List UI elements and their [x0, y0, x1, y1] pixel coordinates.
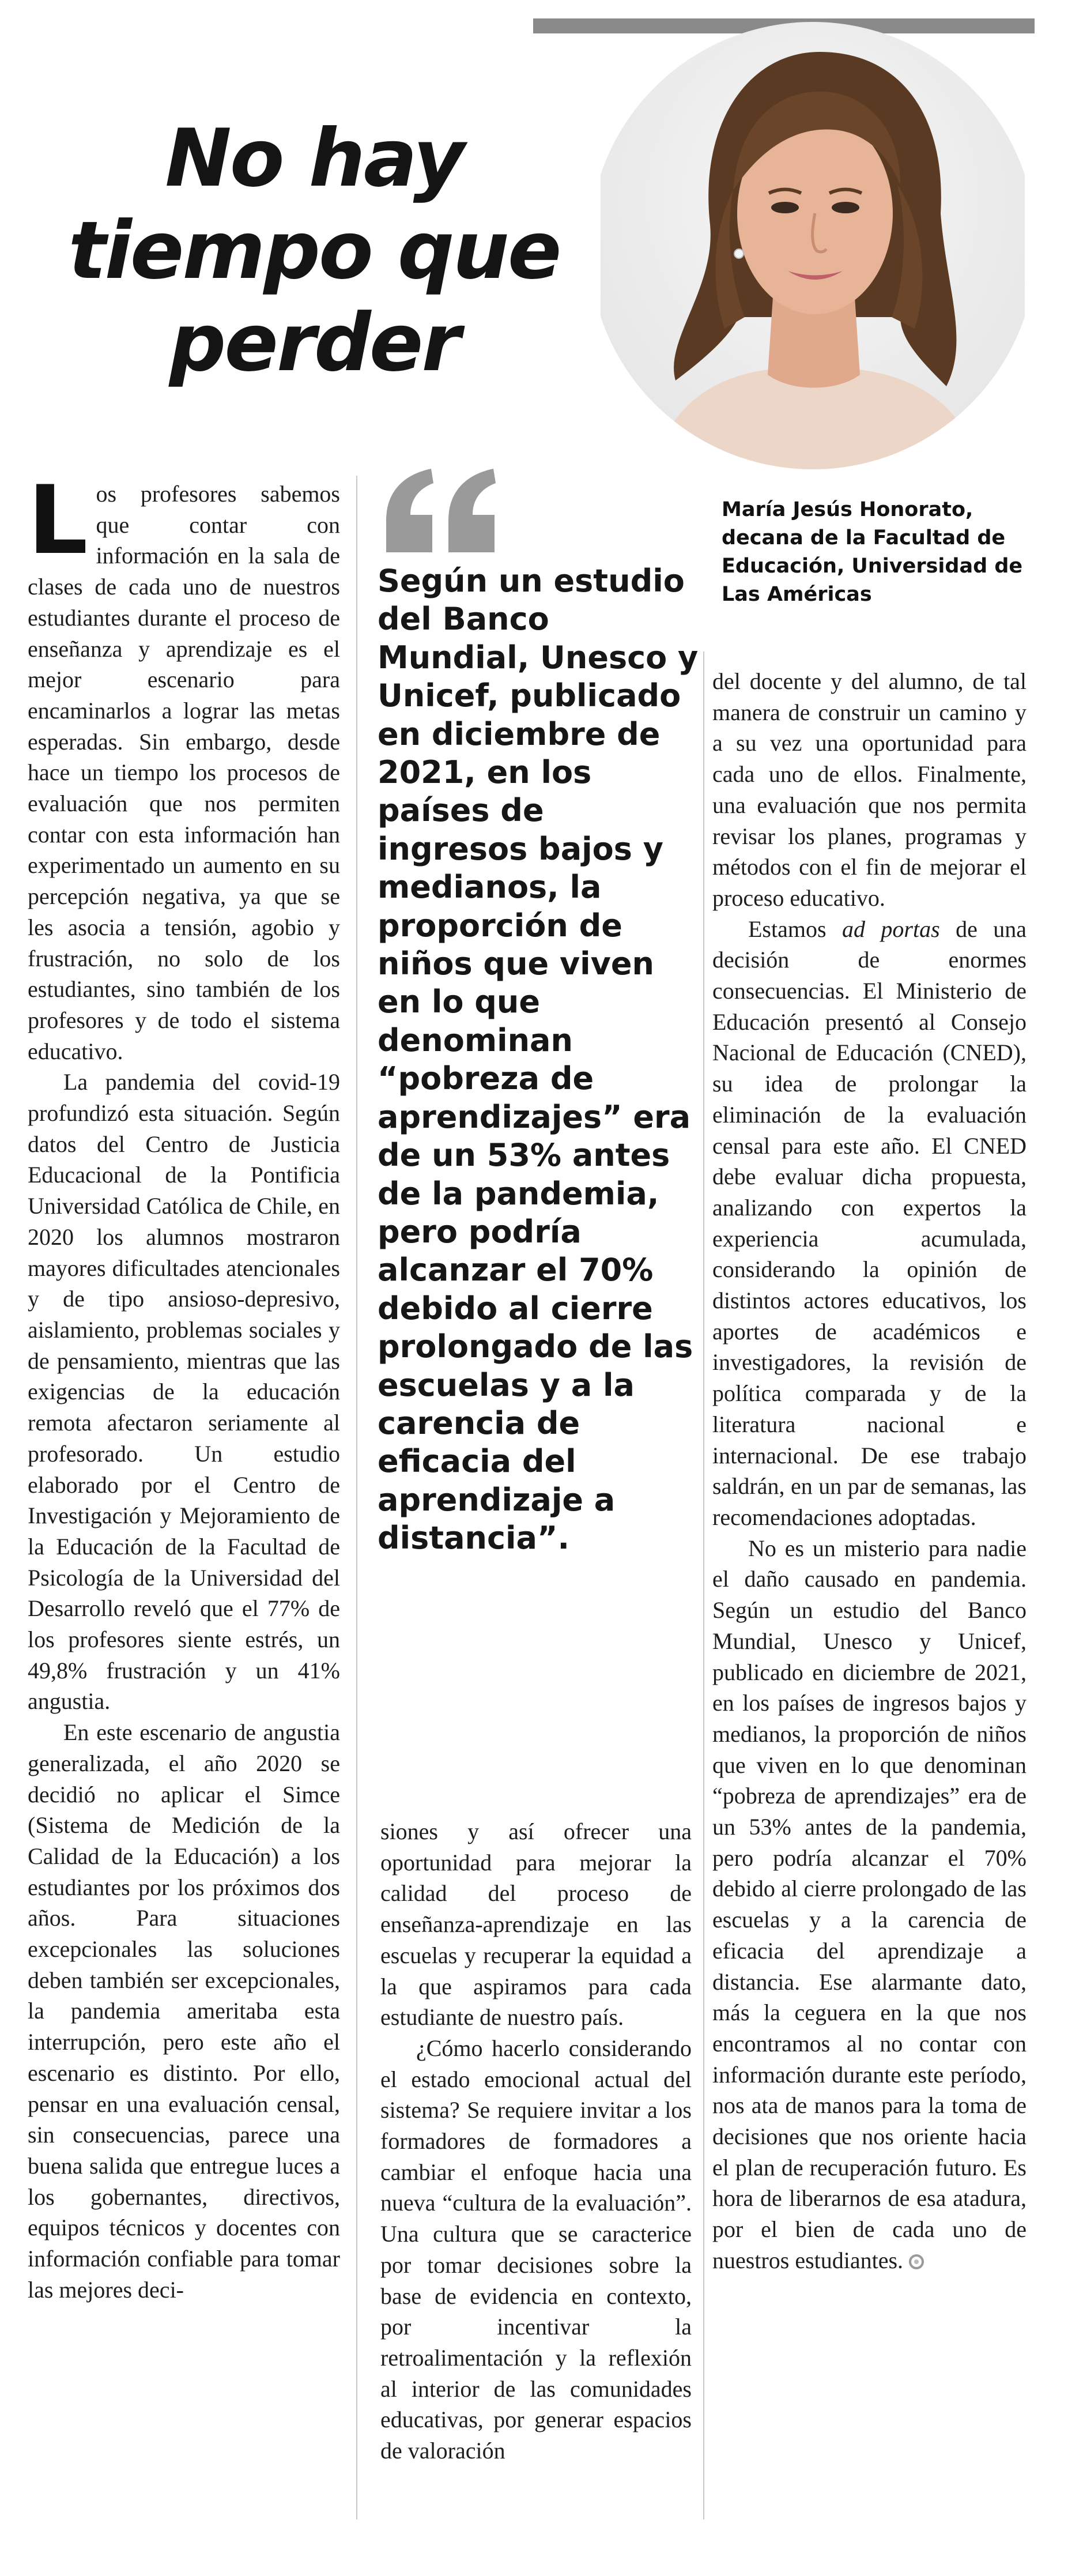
caption-role: decana de la Facultad de [722, 526, 1006, 549]
paragraph-text: Estamos [748, 916, 842, 942]
paragraph: En este escenario de angustia generalizada, el año 2020 se decidió no aplicar el Simce (Sistema de Medición de la Calidad de la Educación) a los estudiantes por los próximos dos años. Para situaciones excepcionales las soluciones deben también ser excepcionales, la pandemia ameritaba esta interrupción, pero este año el escenario es distinto. Por ello, pensar en una evaluación censal, sin consecuencias, parece una buena salida que entregue luces a los gobernantes, directivos, equipos técnicos y docentes con información confiable para tomar las mejores deci- [28, 1719, 340, 2303]
headline-line-1: No hay [165, 112, 463, 205]
column-divider [356, 476, 357, 2519]
article-column-1 [28, 465, 340, 2305]
caption-institution: Las Américas [722, 583, 872, 606]
paragraph [712, 1533, 1027, 2276]
caption-role-2: Educación, Universidad de [722, 555, 1023, 578]
headline-line-2: tiempo que [68, 204, 560, 297]
column-divider [703, 651, 704, 2519]
caption-name: María Jesús Honorato, [722, 498, 973, 521]
paragraph: La pandemia del covid-19 profundizó esta situación. Según datos del Centro de Justicia Educacional de la Pontificia Universidad Católica de Chile, en 2020 los alumnos mostraron mayores dificultades atencionales y de tipo ansioso-depresivo, aislamiento, problemas sociales y de pensamiento, mientras que las exigencias de la educación remota afectaron seriamente al profesorado. Un estudio elaborado por el Centro de Investigación y Mejoramiento de la Educación de la Facultad de Psicología de la Universidad del Desarrollo reveló que el 77% de los profesores siente estrés, un 49,8% frustración y un 41% angustia. [28, 1069, 340, 1715]
paragraph-text: No es un misterio para nadie el daño causado en pandemia. Según un estudio del Banco Mundial, Unesco y Unicef, publicado en diciembre de 2021, en los países de ingresos bajos y medianos, la proporción de niños que viven en lo que denominan “pobreza de aprendizajes” era de un 53% antes de la pandemia, pero podría alcanzar el 70% debido al cierre prolongado de las escuelas y a la carencia de eficacia del aprendizaje a distancia. Ese alarmante dato, más la ceguera en la que nos encontramos al no contar con información durante este período, nos ata de manos para la toma de decisiones que nos oriente hacia el plan de recuperación futuro. Es hora de liberarnos de esa atadura, por el bien de cada uno de nuestros estudiantes. [712, 1535, 1027, 2273]
article-column-2 [380, 1816, 692, 2466]
paragraph: ¿Cómo hacerlo considerando el estado emocional actual del sistema? Se requiere invitar a los formadores de formadores a cambiar el enfoque hacia una nueva “cultura de la evaluación”. Una cultura que se caracterice por tomar decisiones sobre la base de evidencia en contexto, por incentivar la retroalimentación y la reflexión al interior de las comunidades educativas, por generar espacios de valoración [380, 2035, 692, 2464]
paragraph: del docente y del alumno, de tal manera de construir un camino y a su vez una oportunidad para cada uno de ellos. Finalmente, una evaluación que nos permita revisar los planes, programas y métodos con el fin de mejorar el proceso educativo. [712, 668, 1027, 911]
headline [63, 112, 565, 389]
paragraph [712, 914, 1027, 1533]
pull-quote: Según un estudio del Banco Mundial, Unesco y Unicef, publicado en diciembre de 2021, en los países de ingresos bajos y medianos, la proporción de niños que viven en lo que denominan “pobreza de aprendizajes” era de un 53% antes de la pandemia, pero podría alcanzar el 70% debido al cierre prolongado de las escuelas y a la carencia de eficacia del aprendizaje a distancia”. [378, 563, 699, 1557]
end-of-article-icon [909, 2254, 924, 2269]
drop-cap: L [28, 465, 88, 575]
article-column-3 [712, 666, 1027, 2276]
open-quote-icon [380, 466, 501, 558]
author-portrait [601, 17, 1025, 474]
paragraph-text: os profesores sabemos que contar con información en la sala de clases de cada uno de nuestros estudiantes durante el proceso de enseñanza y aprendizaje es el mejor escenario para encaminarlos a lograr las metas esperadas. Sin embargo, desde hace un tiempo los procesos de evaluación que nos permiten contar con esta información han experimentado un aumento en su percepción negativa, ya que se les asocia a tensión, agobio y frustración, no solo de los estudiantes, sino también de los profesores y de todo el sistema educativo. [28, 481, 340, 1064]
paragraph-text: de una decisión de enormes consecuencias. El Ministerio de Educación presentó al Consejo Nacional de Educación (CNED), su idea de prolongar la eliminación de la evaluación censal para este año. El CNED debe evaluar dicha propuesta, analizando con expertos la experiencia acumulada, considerando la opinión de distintos actores educativos, los aportes de académicos e investigadores, la revisión de política comparada y de la literatura nacional e internacional. De ese trabajo saldrán, en un par de semanas, las recomendaciones adoptadas. [712, 916, 1027, 1530]
italic-phrase: ad portas [841, 916, 940, 942]
headline-line-3: perder [169, 296, 459, 389]
paragraph: siones y así ofrecer una oportunidad para mejorar la calidad del proceso de enseñanza-aprendizaje en las escuelas y recuperar la equidad a la que aspiramos para cada estudiante de nuestro país. [380, 1818, 692, 2031]
photo-caption [722, 496, 1044, 609]
paragraph [28, 465, 340, 1067]
